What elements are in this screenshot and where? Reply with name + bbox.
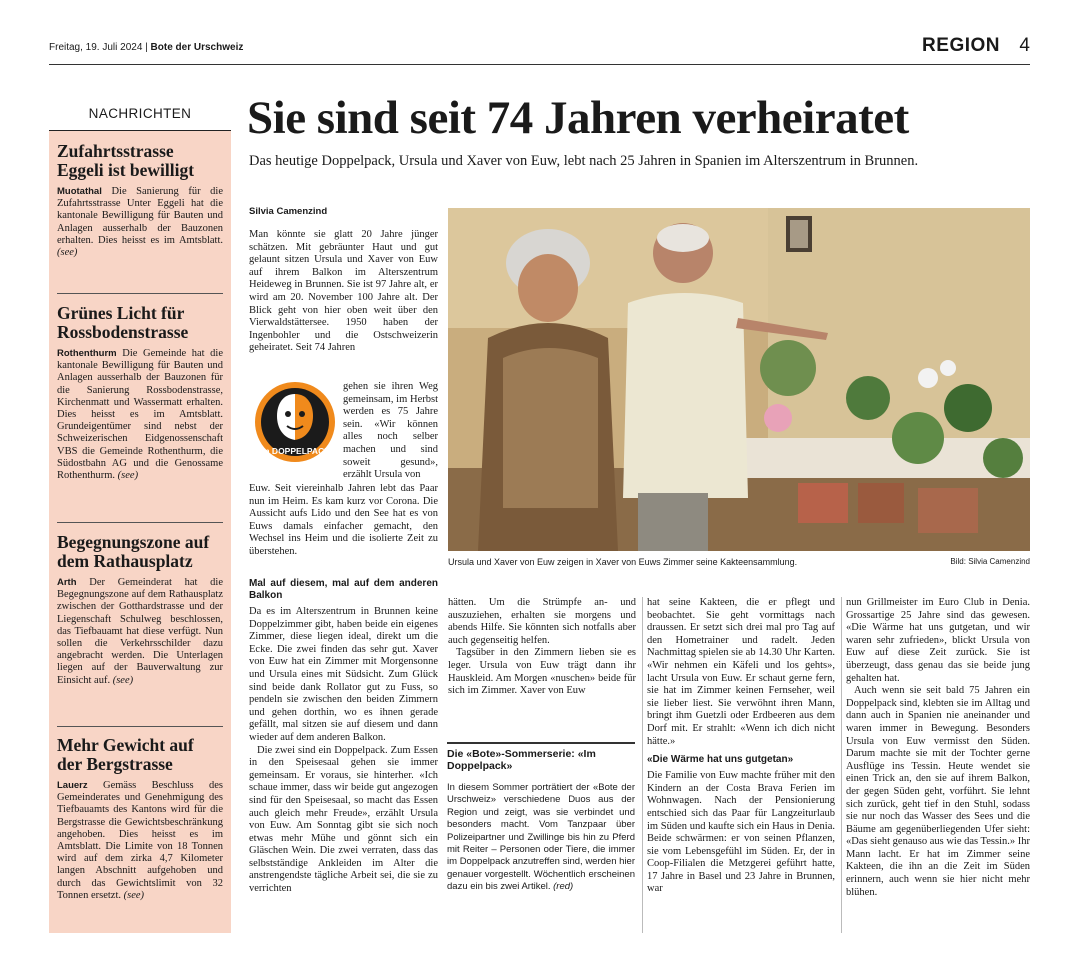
dateline: Freitag, 19. Juli 2024 | Bote der Urschweiz — [49, 42, 244, 53]
divider — [57, 522, 223, 523]
news-item — [57, 142, 223, 259]
article-column-2 — [448, 597, 636, 711]
article-intro-wrap — [343, 381, 438, 483]
paragraph: hätten. Um die Strümpfe an- und auszuziehen, erhalten sie morgens und abends Hilfe. Sie könnten sich notfalls aber auch gegenseitig helfen. — [448, 597, 636, 646]
news-item-place: Arth — [57, 577, 77, 588]
news-item-tag: (see) — [117, 470, 139, 482]
sidebar-heading: NACHRICHTEN — [49, 98, 231, 131]
paragraph: Auch wenn sie seit bald 75 Jahren ein Doppelpack sind, klebten sie im Alltag und dann auch in Spanien nie aneinander und waren immer in Bewegung. Besonders Ursula von Euw vermisst den Süden. Darum machte sie mit der Tochter gerne Ausflüge ins Tessin. Heute wendet sie einen Trick an, den sie auf ihrem Balkon, der gegen Süden geht, vorführt. Sie lehnt sich zurück, geht tief in den Stuhl, sodass sie nur noch das Wasser des Sees und die Bäume am gegenüberliegenden Ufer sieht: «Das sieht genauso aus wie das Tessin.» Ihr Mann lacht. Er hat im Zimmer seine Kakteen, die ihn an die Zeit im Süden erinnern, auch wenn sie hier nicht mehr blühen. — [846, 685, 1030, 898]
section-name: REGION — [922, 35, 1000, 56]
page-header — [49, 35, 1030, 65]
news-sidebar — [49, 98, 231, 933]
article-author: Silvia Camenzind — [249, 206, 328, 217]
news-item-body: Der Gemeinderat hat die Begegnungszone auf dem Rathausplatz zwischen der Gotthardstrasse und der Liegenschaft Schulweg beschlossen, das Tiefbauamt hat diese verfügt. Nun sollen die Verkehrsschilder dazu angebracht werden. Die Unterlagen liegen auf der Bauverwaltung zur Einsicht auf. — [57, 577, 223, 686]
paragraph: Tagsüber in den Zimmern lieben sie es leger. Ursula von Euw trägt dann ihr Hauskleid. Am Morgen «nuschen» beide für sich im Zimmer. Xaver von Euw — [448, 647, 636, 697]
news-item-text — [57, 186, 223, 259]
news-item-text — [57, 348, 223, 482]
article-photo — [448, 208, 1030, 551]
news-item-body: Die Gemeinde hat die kantonale Bewilligung für Bauten und Anlagen ausserhalb der Bauzonen für die Sanierung Rossbodenstrasse, Kirchenmatt und Wassermatt erhalten. Dies heisst es im Amtsblatt. Grundeigentümer sind nebst der Schweizerischen Eidgenossenschaft VBS die Gemeinde Rothenthurm, die Südostbahn AG und die Genossame Rothenthurm. — [57, 348, 223, 482]
photo-credit: Bild: Silvia Camenzind — [950, 557, 1030, 566]
series-box-tag: (red) — [553, 881, 574, 893]
news-item-tag: (see) — [57, 247, 78, 259]
paragraph: Die Familie von Euw machte früher mit den Kindern an der Costa Brava Ferien im Wohnwagen. Nach der Pensionierung entschied sich das Paar für Langzeiturlaub im Süden und kaufte sich ein Haus in Denia. Beide schwärmen: er von seinen Pflanzen, sie vom Lebensgefühl im Süden. Er, der in Coop-Filialen die Metzgerei geführt hatte, 17 Jahre in Basel und 23 Jahre in Brunnen, war — [647, 770, 835, 895]
series-box-body: In diesem Sommer porträtiert der «Bote der Urschweiz» verschiedene Duos aus der Region und zeigt, was sie verbindet und besonders macht. Vom Tanzpaar über Polizeipartner und Zwillinge bis hin zu Pferd mit Reiter – Personen oder Tiere, die immer im Doppelpack anzutreffen sind, werden hier genauer vorgestellt. Wöchentlich erscheinen dazu ein bis zwei Artikel. — [447, 782, 635, 893]
caption-text: Ursula und Xaver von Euw zeigen in Xaver von Euws Zimmer seine Kakteensammlung. — [448, 557, 798, 567]
news-item-tag: (see) — [112, 674, 134, 686]
publication-name: Bote der Urschweiz — [150, 42, 244, 53]
paragraph: Die zwei sind ein Doppelpack. Zum Essen in den Speisesaal gehen sie immer gemeinsam. Er voraus, sie hinterher. «Ich schaue immer, dass wir beide gut angezogen sind für den Speisesaal, so macht das Essen auch gleich mehr Freude», erzählt Ursula von Euw. Am Sonntag gibt sie sich noch etwas mehr Mühe und gönnt sich ein Gläschen Wein. Die zwei verraten, dass das selbstständige Ankleiden im Alter die anstrengendste tägliche Arbeit sei, die sie zu verrichten — [249, 744, 438, 895]
series-box-text — [447, 782, 635, 894]
news-item-body: Gemäss Beschluss des Gemeinderates und Genehmigung des Tiefbauamts des Kantons wird für die Bergstrasse die Gewichtsbeschränkung angehoben. Dies heisst es im Amtsblatt. Die Limite von 18 Tonnen wird auf dem zirka 4,7 Kilometer langen Abschnitt aufgehoben und durch das Gewichtslimit von 32 Tonnen ersetzt. — [57, 780, 223, 901]
news-item — [57, 533, 223, 687]
news-item-text — [57, 577, 223, 687]
subheading: «Die Wärme hat uns gutgetan» — [647, 754, 794, 766]
article-column-3 — [647, 597, 835, 937]
photo-caption — [448, 557, 1030, 567]
series-box-title: Die «Bote»-Sommerserie: «Im Doppelpack» — [447, 748, 596, 772]
news-item-tag: (see) — [123, 889, 145, 901]
article-column-4 — [846, 597, 1030, 937]
news-item-place: Lauerz — [57, 780, 88, 791]
news-item-title: Grünes Licht für Rossbodenstrasse — [57, 303, 189, 342]
intro-paragraph: Man könnte sie glatt 20 Jahre jünger schätzen. Mit gebräunter Haut und gut gelaunt sitzen Ursula und Xaver von Euw auf ihrem Balkon im Alterszentrum Heideweg in Brunnen. Sie ist 97 Jahre alt, er wird am 20. November 100 Jahre alt. Der Blick geht von hier oben weit über den Vierwaldstättersee. 1950 haben der Ingenbohler und die Ostschweizerin geheiratet. Seit 74 Jahren — [249, 229, 438, 354]
news-item-body: Die Sanierung für die Zufahrtsstrasse Unter Eggeli hat die kantonale Bewilligung für Bauten und Anlagen ausserhalb der Bauzonen erhalten. Dies heisst es im Amtsblatt. — [57, 186, 223, 246]
article-column-1 — [249, 576, 438, 936]
divider — [57, 293, 223, 294]
column-rule — [642, 597, 643, 933]
article-subhead: Das heutige Doppelpack, Ursula und Xaver von Euw, lebt nach 25 Jahren in Spanien im Alterszentrum in Brunnen. — [249, 153, 919, 169]
intro-paragraph-cont: Euw. Seit viereinhalb Jahren lebt das Paar nun im Heim. Es kam kurz vor Corona. Die Aussicht aufs Lido und den See hat es von Euws damals einfacher gemacht, den Wechsel ins Heim und die isolierte Zeit zu überstehen. — [249, 483, 438, 557]
news-item-title: Zufahrtsstrasse Eggeli ist bewilligt — [57, 141, 195, 180]
news-item-place: Rothenthurm — [57, 348, 117, 359]
page-number: 4 — [1019, 35, 1030, 56]
issue-date: Freitag, 19. Juli 2024 — [49, 42, 143, 53]
series-info-box — [447, 742, 635, 934]
logo-text: im DOPPELPACK — [259, 446, 331, 456]
news-item-place: Muotathal — [57, 186, 102, 197]
paragraph: hat seine Kakteen, die er pflegt und beobachtet. Sie geht vormittags nach draussen. Er setzt sich drei mal pro Tag auf den Hometrainer und radelt. Jeden Nachmittag spielen sie ab 14.30 Uhr Karten. «Wir nehmen ein Käfeli und los gehts», lacht Ursula von Euw. Er schaut gerne fern, sie hat im Zimmer keinen Fernseher, weil sie lieber liest. Sie verwöhnt ihren Mann, bringt ihm Guetzli oder Erdbeeren aus dem Dorf mit. Er strahlt: «Wenn ich dich nicht hätte.» — [647, 597, 835, 747]
column-rule — [841, 597, 842, 933]
news-item — [57, 304, 223, 482]
subheading: Mal auf diesem, mal auf dem anderen Balkon — [249, 578, 438, 601]
paragraph: Da es im Alterszentrum in Brunnen keine Doppelzimmer gibt, haben beide ein eigenes Zimmer, diese liegen ideal, direkt um die Ecke. Die zwei finden das sehr gut. Xaver von Euw hat ein Zimmer mit Morgensonne und Ursula eines mit Südsicht. Zum Glück sind beide dank Rollator gut zu Fuss, so pendeln sie zwischen den beiden Zimmern und gehen dorthin, wo es ihnen gerade gefällt, mal sitzen sie auf diesem und dann wieder auf dem anderen Balkon. — [249, 606, 438, 743]
news-item-title: Begegnungszone auf dem Rathausplatz — [57, 532, 210, 571]
divider — [57, 726, 223, 727]
article-headline: Sie sind seit 74 Jahren verheiratet — [247, 92, 909, 144]
news-item-title: Mehr Gewicht auf der Bergstrasse — [57, 735, 194, 774]
article-intro-cont — [249, 483, 438, 571]
doppelpack-logo — [253, 380, 337, 464]
paragraph: nun Grillmeister im Euro Club in Denia. Grossartige 25 Jahre sind das gewesen. «Die Wärme hat uns gutgetan, und wir waren sehr zufrieden», blickt Ursula von Euw auf diese Zeit zurück. Sie ist überzeugt, dass genau das sie beide jung gehalten hat. — [846, 597, 1030, 684]
intro-paragraph-wrap: gehen sie ihren Weg gemeinsam, im Herbst werden es 75 Jahre sein. «Wir können alles noch selber machen und sind soweit gesund», erzählt Ursula von — [343, 381, 438, 481]
news-item — [57, 736, 223, 902]
article-intro — [249, 229, 438, 381]
news-item-text — [57, 780, 223, 902]
